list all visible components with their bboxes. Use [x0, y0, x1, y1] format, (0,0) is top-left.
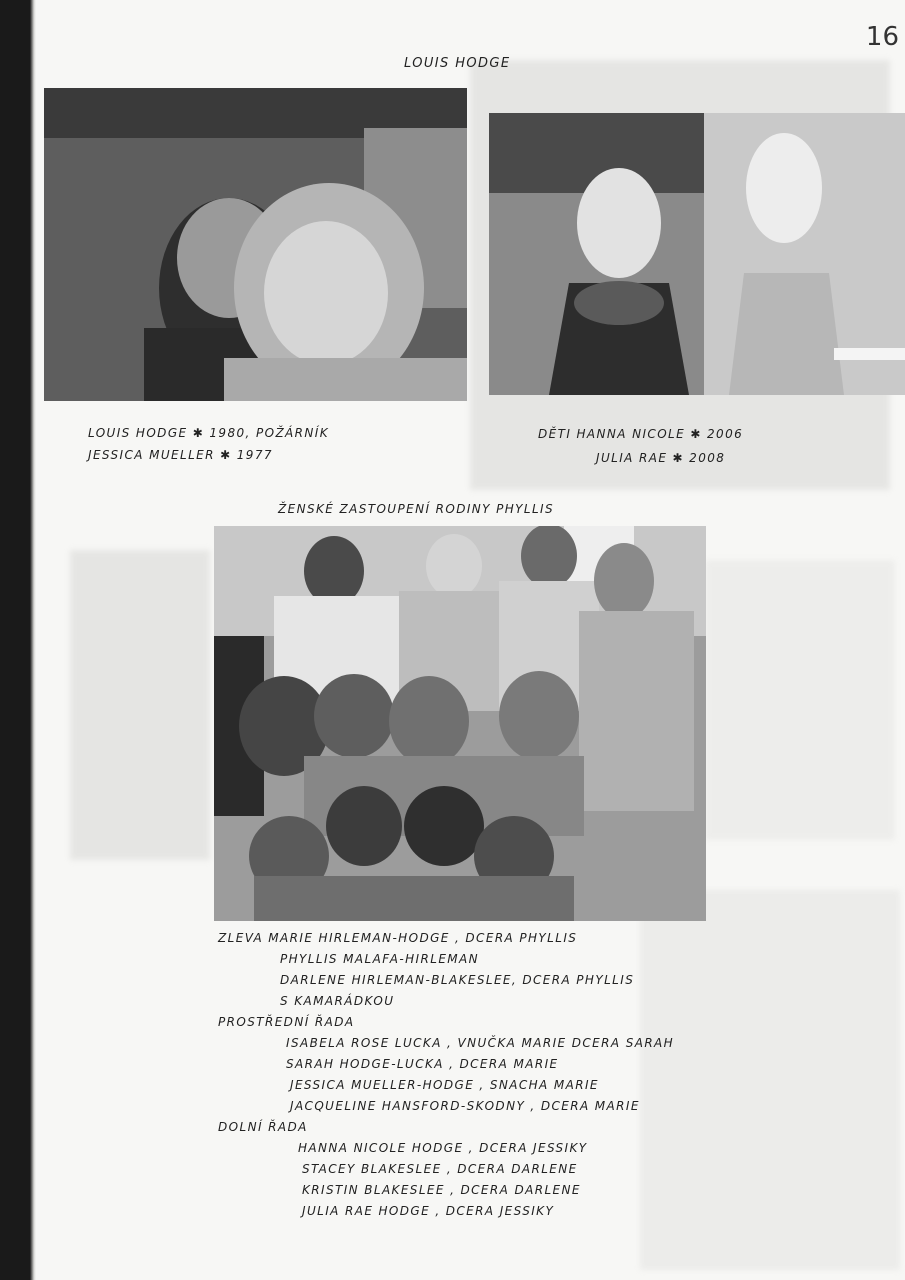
group-caption-line-1: ZLEVA MARIE HIRLEMAN-HODGE , DCERA PHYLLIS — [218, 931, 578, 945]
group-caption-line-14: JULIA RAE HODGE , DCERA JESSIKY — [302, 1204, 555, 1218]
group-caption-line-12: STACEY BLAKESLEE , DCERA DARLENE — [302, 1162, 578, 1176]
photo-girls-image — [489, 113, 905, 395]
group-caption-line-8: JESSICA MUELLER-HODGE , SNACHA MARIE — [290, 1078, 599, 1092]
photo-couple — [44, 88, 467, 401]
group-caption-line-2: PHYLLIS MALAFA-HIRLEMAN — [280, 952, 480, 966]
group-photo-image — [214, 526, 706, 921]
group-caption-line-6: ISABELA ROSE LUCKA , VNUČKA MARIE DCERA SARAH — [286, 1036, 675, 1050]
scanner-edge — [0, 0, 36, 1280]
caption-girls-line-1: DĚTI HANNA NICOLE ✱ 2006 — [538, 427, 744, 441]
bleed-through-left — [70, 550, 210, 860]
group-caption-line-9: JACQUELINE HANSFORD-SKODNY , DCERA MARIE — [290, 1099, 640, 1113]
group-caption-line-11: HANNA NICOLE HODGE , DCERA JESSIKY — [298, 1141, 588, 1155]
page-title: LOUIS HODGE — [404, 56, 511, 71]
group-caption-line-5: PROSTŘEDNÍ ŘADA — [218, 1015, 355, 1029]
caption-couple-line-1: LOUIS HODGE ✱ 1980, POŽÁRNÍK — [88, 426, 329, 440]
group-caption-line-3: DARLENE HIRLEMAN-BLAKESLEE, DCERA PHYLLIS — [280, 973, 635, 987]
caption-couple — [88, 422, 329, 466]
bleed-through-bottom — [640, 890, 900, 1270]
group-caption-line-4: S KAMARÁDKOU — [280, 994, 395, 1008]
caption-girls-line-2: JULIA RAE ✱ 2008 — [596, 451, 726, 465]
group-caption-line-7: SARAH HODGE-LUCKA , DCERA MARIE — [286, 1057, 559, 1071]
photo-girls — [489, 113, 905, 395]
page-number: 16 — [865, 22, 899, 52]
caption-couple-line-2: JESSICA MUELLER ✱ 1977 — [88, 448, 273, 462]
group-caption-line-13: KRISTIN BLAKESLEE , DCERA DARLENE — [302, 1183, 581, 1197]
section-title: ŽENSKÉ ZASTOUPENÍ RODINY PHYLLIS — [278, 502, 555, 516]
group-photo — [214, 526, 706, 921]
caption-girls — [538, 422, 743, 470]
group-caption-line-10: DOLNÍ ŘADA — [218, 1120, 308, 1134]
group-caption — [218, 928, 674, 1222]
photo-couple-image — [44, 88, 467, 401]
bleed-through-right — [705, 560, 895, 840]
